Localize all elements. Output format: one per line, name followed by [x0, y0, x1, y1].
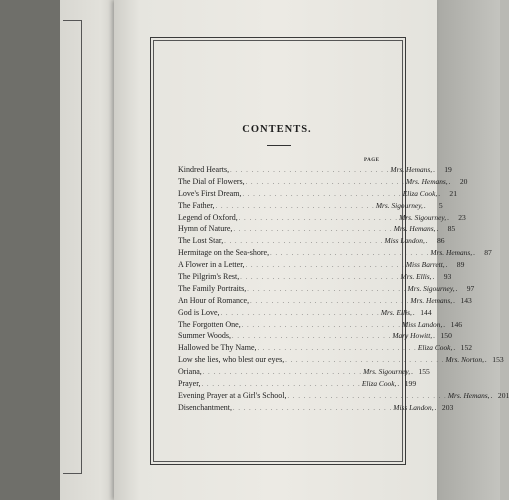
contents-entry: [178, 212, 466, 224]
entry-title: The Pilgrim's Rest,: [178, 272, 240, 282]
entry-page-number: 144: [420, 307, 432, 317]
entry-page-number: 23: [458, 212, 466, 222]
entry-title: Prayer,: [178, 379, 201, 389]
entry-author: Mrs. Sigourney,: [399, 212, 447, 222]
entry-page-number: 143: [460, 295, 472, 305]
entry-author: Eliza Cook,: [417, 343, 453, 353]
entry-page-number: 93: [443, 272, 452, 282]
contents-entry: [178, 330, 452, 342]
dot-leader: .: [448, 177, 451, 186]
dot-leader: . . . . . . . . . . . . . . . . . . . . . . . . . . . . . .: [238, 215, 399, 222]
entry-author: Miss Landon,: [393, 402, 434, 412]
entry-page-number: 97: [466, 283, 475, 293]
dot-leader: . . . . . . . . . . . . . . . . . . . . . . . . . . . . . .: [250, 298, 410, 305]
entry-author: Mrs. Hemans,: [447, 390, 490, 400]
contents-entry: [178, 378, 417, 390]
entry-author: Mrs. Sigourney,: [375, 200, 423, 210]
entry-title: Summer Woods,: [178, 331, 231, 341]
dot-leader: .: [411, 368, 413, 377]
entry-title: Low she lies, who blest our eyes,: [178, 355, 285, 365]
dot-leader: .: [432, 273, 435, 282]
entry-author: Mrs. Ellis,: [400, 272, 432, 282]
dot-leader: .: [433, 332, 435, 341]
dot-leader: .: [412, 308, 415, 317]
contents-entry: [178, 271, 452, 283]
entry-title: Kindred Hearts,: [178, 165, 230, 174]
page-column-heading: PAGE: [364, 158, 380, 163]
entry-author: Mary Howitt,: [392, 331, 433, 341]
entry-page-number: 153: [492, 355, 504, 365]
contents-entry: [178, 283, 475, 295]
contents-entry: [178, 247, 492, 259]
entry-author: Mrs. Hemans,: [410, 295, 453, 305]
entry-page-number: 20: [459, 176, 468, 186]
entry-author: Mrs. Ellis,: [380, 307, 412, 317]
dot-leader: . . . . . . . . . . . . . . . . . . . . . . . . . . . . . .: [230, 168, 390, 174]
entry-title: Disenchantment,: [178, 402, 232, 412]
entry-title: The Dial of Flowers,: [178, 176, 245, 186]
entry-page-number: 5: [438, 200, 443, 210]
entry-page-number: 19: [444, 165, 452, 174]
entry-page-number: 199: [404, 379, 417, 389]
dot-leader: . . . . . . . . . . . . . . . . . . . . . . . . . . . . . .: [241, 322, 402, 329]
dot-leader: . . . . . . . . . . . . . . . . . . . . . . . . . . . . . .: [240, 275, 400, 282]
entry-title: The Family Portraits,: [178, 283, 247, 293]
entry-page-number: 87: [484, 248, 492, 258]
dot-leader: .: [453, 296, 455, 305]
entry-page-number: 85: [447, 224, 456, 234]
entry-author: Mrs. Hemans,: [393, 224, 436, 234]
entry-author: Miss Barrett,: [405, 260, 445, 270]
contents-entry: [178, 176, 468, 188]
dot-leader: .: [484, 356, 487, 365]
entry-page-number: 146: [450, 319, 463, 329]
dot-leader: .: [490, 391, 493, 400]
dot-leader: . . . . . . . . . . . . . . . . . . . . . . . . . . . . . .: [233, 227, 393, 234]
contents-entry: [178, 307, 432, 319]
entry-author: Mrs. Hemans,: [430, 248, 473, 258]
entry-page-number: 203: [441, 402, 454, 412]
dot-leader: .: [443, 320, 446, 329]
dot-leader: .: [447, 213, 449, 222]
previous-page-border: [63, 20, 82, 474]
dot-leader: .: [434, 403, 437, 412]
dot-leader: . . . . . . . . . . . . . . . . . . . . . . . . . . . . . .: [232, 405, 393, 412]
dot-leader: . . . . . . . . . . . . . . . . . . . . . . . . . . . . . .: [270, 251, 430, 258]
entry-page-number: 155: [418, 367, 430, 377]
entry-page-number: 150: [440, 331, 452, 341]
contents-entry: [178, 354, 504, 366]
dot-leader: .: [438, 189, 440, 198]
entry-page-number: 201: [497, 390, 509, 400]
dot-leader: . . . . . . . . . . . . . . . . . . . . . . . . . . . . . .: [285, 358, 445, 365]
dot-leader: . . . . . . . . . . . . . . . . . . . . . . . . . . . . . .: [245, 263, 405, 270]
entry-author: Eliza Cook,: [361, 379, 397, 389]
dot-leader: .: [453, 344, 456, 353]
entry-author: Mrs. Hemans,: [405, 176, 448, 186]
entry-title: The Lost Star,: [178, 236, 224, 246]
dot-leader: .: [425, 237, 428, 246]
contents-list: [178, 164, 509, 414]
title-rule: [267, 145, 291, 146]
dot-leader: . . . . . . . . . . . . . . . . . . . . . . . . . . . . . .: [224, 239, 384, 246]
entry-title: An Hour of Romance,: [178, 295, 250, 305]
dot-leader: . . . . . . . . . . . . . . . . . . . . . . . . . . . . . .: [232, 334, 392, 341]
entry-title: Hermitage on the Sea-shore,: [178, 248, 270, 258]
entry-title: Love's First Dream,: [178, 188, 242, 198]
dot-leader: .: [436, 225, 439, 234]
dot-leader: .: [473, 249, 475, 258]
contents-entry: [178, 188, 457, 200]
entry-page-number: 21: [449, 188, 457, 198]
entry-title: Oriana,: [178, 367, 202, 377]
contents-entry: [178, 295, 472, 307]
contents-entry: [178, 390, 509, 402]
dot-leader: . . . . . . . . . . . . . . . . . . . . . . . . . . . . . .: [220, 310, 380, 317]
entry-author: Miss Landon,: [402, 319, 443, 329]
entry-title: Hymn of Nature,: [178, 224, 233, 234]
dot-leader: .: [433, 166, 435, 174]
dot-leader: . . . . . . . . . . . . . . . . . . . . . . . . . . . . . .: [201, 382, 361, 389]
entry-author: Mrs. Sigourney,: [363, 367, 411, 377]
entry-title: Legend of Oxford,: [178, 212, 238, 222]
dot-leader: . . . . . . . . . . . . . . . . . . . . . . . . . . . . . .: [202, 370, 363, 377]
dot-leader: .: [423, 201, 426, 210]
background-left: [0, 0, 62, 500]
dot-leader: . . . . . . . . . . . . . . . . . . . . . . . . . . . . . .: [247, 286, 407, 293]
entry-author: Miss Landon,: [384, 236, 425, 246]
dot-leader: . . . . . . . . . . . . . . . . . . . . . . . . . . . . . .: [242, 191, 402, 198]
entry-author: Eliza Cook,: [402, 188, 438, 198]
entry-title: The Forgotten One,: [178, 319, 241, 329]
dot-leader: . . . . . . . . . . . . . . . . . . . . . . . . . . . . . .: [257, 346, 417, 353]
entry-title: Evening Prayer at a Girl's School,: [178, 390, 287, 400]
dot-leader: .: [397, 380, 400, 389]
contents-entry: [178, 366, 430, 378]
dot-leader: . . . . . . . . . . . . . . . . . . . . . . . . . . . . . .: [215, 203, 375, 210]
dot-leader: .: [455, 284, 458, 293]
contents-entry: [178, 164, 452, 176]
entry-title: A Flower in a Letter,: [178, 260, 245, 270]
dot-leader: . . . . . . . . . . . . . . . . . . . . . . . . . . . . . .: [287, 393, 447, 400]
entry-page-number: 86: [436, 236, 445, 246]
entry-title: God is Love,: [178, 307, 220, 317]
contents-entry: [178, 235, 445, 247]
entry-author: Mrs. Hemans,: [390, 165, 433, 174]
contents-entry: [178, 342, 473, 354]
contents-entry: [178, 259, 465, 271]
entry-author: Mrs. Sigourney,: [407, 283, 455, 293]
entry-title: The Father,: [178, 200, 215, 210]
entry-page-number: 152: [460, 343, 473, 353]
entry-page-number: 89: [456, 260, 465, 270]
entry-title: Hallowed be Thy Name,: [178, 343, 257, 353]
contents-entry: [178, 223, 456, 235]
contents-entry: [178, 200, 443, 212]
entry-author: Mrs. Norton,: [445, 355, 484, 365]
dot-leader: . . . . . . . . . . . . . . . . . . . . . . . . . . . . . .: [245, 179, 405, 186]
contents-title: CONTENTS.: [242, 124, 312, 135]
dot-leader: .: [445, 261, 448, 270]
contents-entry: [178, 402, 454, 414]
contents-entry: [178, 319, 463, 331]
